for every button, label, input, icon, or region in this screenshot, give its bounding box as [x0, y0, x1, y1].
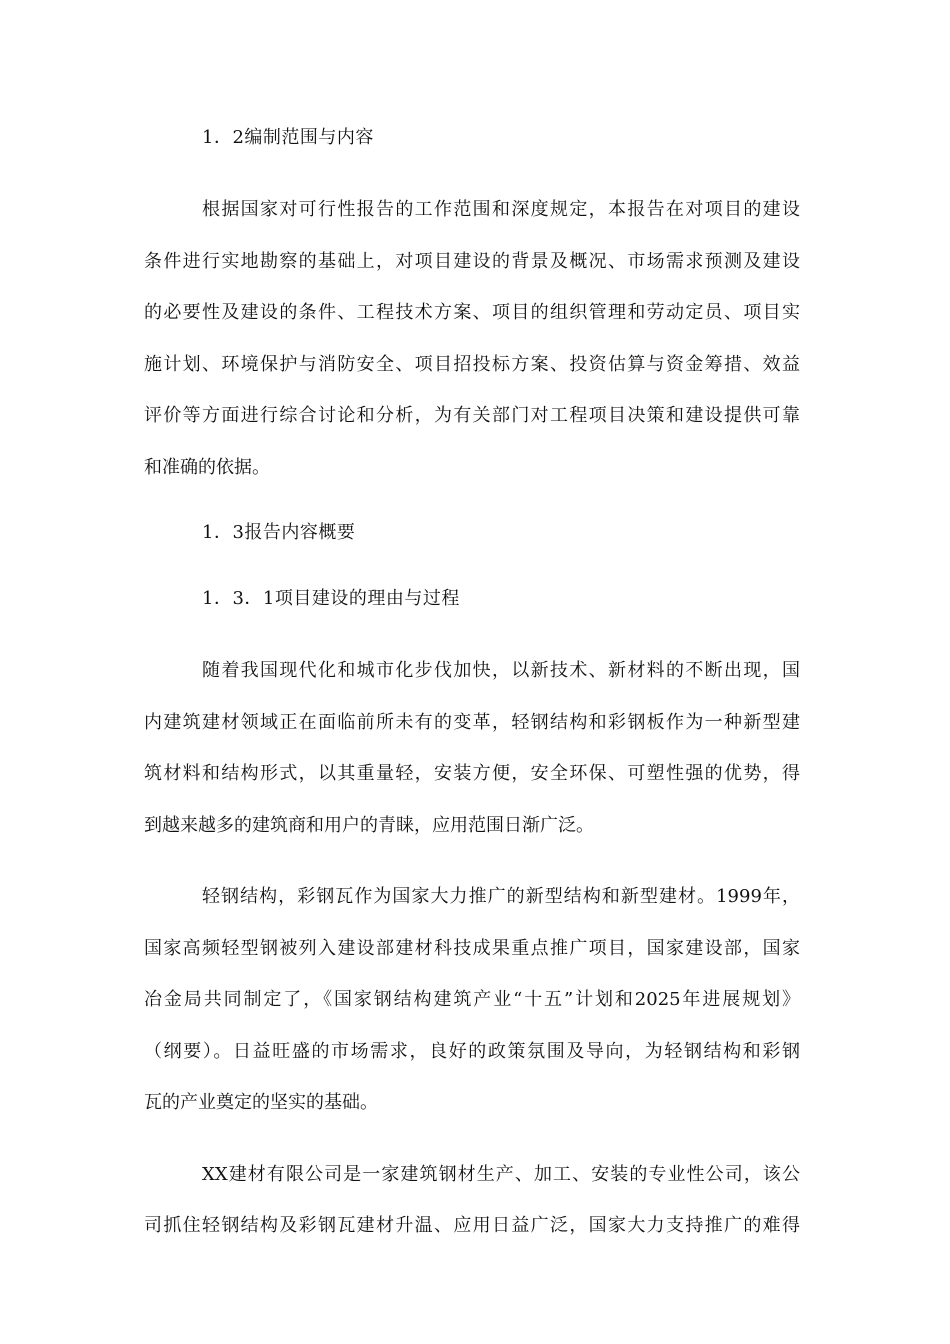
paragraph-line: 和准确的依据。	[144, 456, 270, 478]
document-body	[144, 118, 800, 1252]
paragraph-line: XX建材有限公司是一家建筑钢材生产、加工、安装的专业性公司，该公	[202, 1163, 800, 1185]
paragraph-line: 筑材料和结构形式，以其重量轻，安装方便，安全环保、可塑性强的优势，得	[144, 763, 800, 784]
paragraph-line: 施计划、环境保护与消防安全、项目招投标方案、投资估算与资金筹措、效益	[144, 353, 800, 375]
paragraph-line: 司抓住轻钢结构及彩钢瓦建材升温、应用日益广泛，国家大力支持推广的难得	[144, 1215, 800, 1236]
section-heading-1-2: 1．2编制范围与内容	[202, 127, 374, 148]
paragraph-line: （纲要）。日益旺盛的市场需求，良好的政策氛围及导向，为轻钢结构和彩钢	[144, 1040, 800, 1062]
paragraph-line: 内建筑建材领域正在面临前所未有的变革，轻钢结构和彩钢板作为一种新型建	[144, 711, 800, 733]
paragraph-line: 随着我国现代化和城市化步伐加快，以新技术、新材料的不断出现，国	[202, 660, 800, 681]
section-heading-1-3: 1．3报告内容概要	[202, 522, 356, 543]
paragraph-line: 国家高频轻型钢被列入建设部建材科技成果重点推广项目，国家建设部，国家	[144, 937, 800, 959]
paragraph-company	[144, 1149, 800, 1252]
paragraph-line: 评价等方面进行综合讨论和分析，为有关部门对工程项目决策和建设提供可靠	[144, 405, 800, 426]
paragraph-line: 瓦的产业奠定的坚实的基础。	[144, 1092, 378, 1113]
paragraph-line: 根据国家对可行性报告的工作范围和深度规定，本报告在对项目的建设	[202, 199, 800, 220]
paragraph-line: 到越来越多的建筑商和用户的青睐，应用范围日渐广泛。	[144, 814, 594, 836]
paragraph-policy	[144, 871, 800, 1129]
paragraph-background	[144, 645, 800, 851]
section-heading-1-3-1: 1．3．1项目建设的理由与过程	[202, 588, 460, 609]
paragraph-line: 轻钢结构，彩钢瓦作为国家大力推广的新型结构和新型建材。1999年，	[202, 886, 800, 907]
paragraph-line: 冶金局共同制定了，《国家钢结构建筑产业“十五”计划和2025年进展规划》	[144, 989, 800, 1010]
paragraph-line: 条件进行实地勘察的基础上，对项目建设的背景及概况、市场需求预测及建设	[144, 250, 800, 272]
paragraph-line: 的必要性及建设的条件、工程技术方案、项目的组织管理和劳动定员、项目实	[144, 302, 800, 323]
paragraph-scope	[144, 184, 800, 493]
